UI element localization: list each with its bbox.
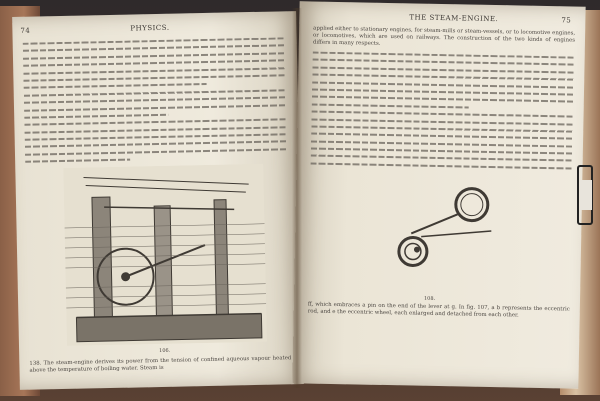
right-body-text bbox=[310, 52, 574, 183]
eccentric-wheel-engraving bbox=[390, 181, 502, 275]
left-body-text bbox=[23, 37, 288, 174]
book-gutter bbox=[292, 8, 302, 388]
right-figure-caption: 108. bbox=[423, 295, 436, 302]
left-running-head: PHYSICS. bbox=[130, 23, 170, 33]
left-page bbox=[12, 11, 304, 390]
binder-clip bbox=[574, 160, 596, 230]
left-figure-caption: 106. bbox=[159, 347, 171, 355]
right-bottom-text: ff, which embraces a pin on the end of the lever at g. In fig. 107, a b represents the eccentric rod, and e the eccentric wheel, each enlarged and detached from each other. bbox=[307, 301, 570, 319]
right-top-text: applied either to stationary engines, for steam-mills or steam-vessels, or to locomotive engines, or locomotives, which are used on railways. The construction of the two kinds of engines differs in many respects. bbox=[312, 25, 576, 47]
left-bottom-text: 138. The steam-engine derives its power from the tension of confined aqueous vapour heated above the temperature of boiling water. Steam is bbox=[29, 355, 292, 374]
right-running-head: THE STEAM-ENGINE. bbox=[409, 13, 499, 24]
left-page-number: 74 bbox=[20, 26, 31, 35]
right-page-number: 75 bbox=[561, 16, 572, 25]
steam-engine-engraving bbox=[63, 164, 267, 346]
right-page bbox=[292, 1, 585, 388]
